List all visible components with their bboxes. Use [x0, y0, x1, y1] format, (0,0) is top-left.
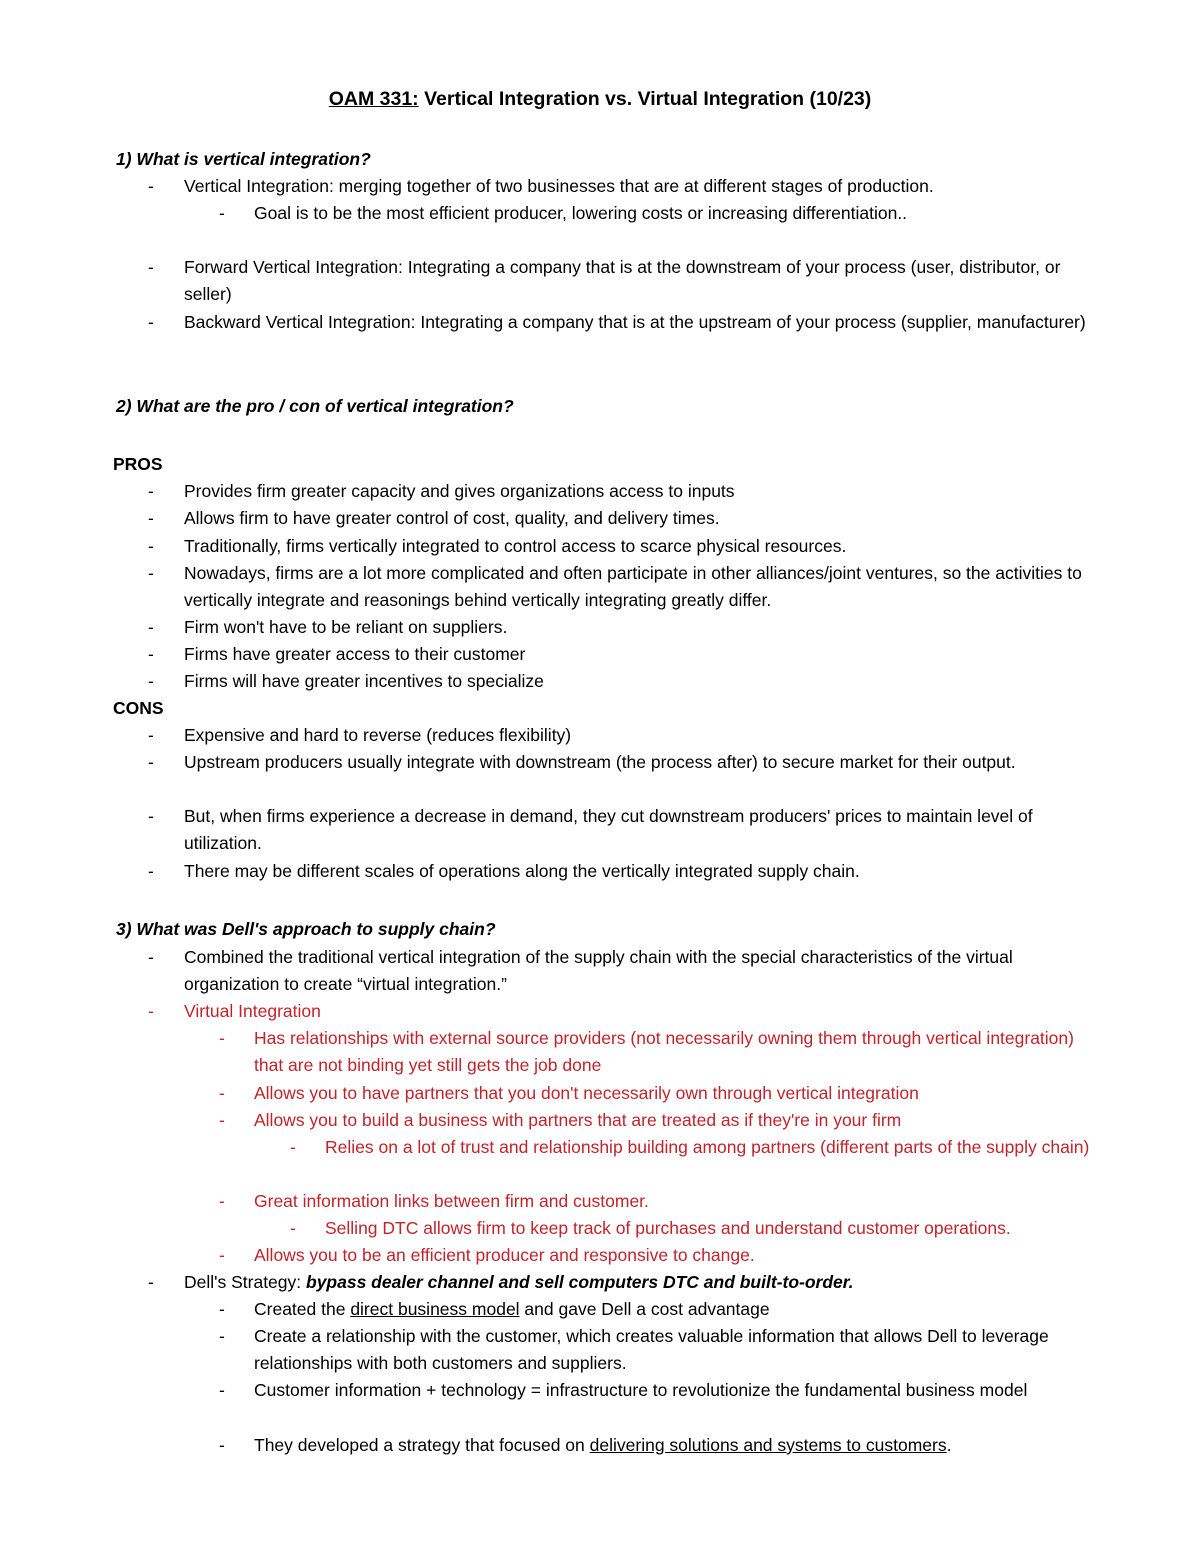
bullet-dash: -	[148, 725, 154, 745]
list-item-text: Expensive and hard to reverse (reduces flexibility)	[184, 725, 572, 745]
list-item-text: But, when firms experience a decrease in demand, they cut downstream producers' prices to maintain level of utilization.	[184, 806, 1033, 854]
bullet-dash: -	[148, 947, 154, 967]
list-item-text: Upstream producers usually integrate with downstream (the process after) to secure market for their output.	[184, 752, 1016, 772]
strategy-emphasis: bypass dealer channel and sell computers DTC and built-to-order.	[306, 1272, 854, 1292]
list-item-text	[254, 1296, 1094, 1323]
list-item-text: Backward Vertical Integration: Integrating a company that is at the upstream of your process (supplier, manufacturer)	[184, 312, 1086, 332]
text-run: .	[946, 1435, 952, 1455]
bullet-dash: -	[148, 617, 154, 637]
list-item-text: Selling DTC allows firm to keep track of purchases and understand customer operations.	[325, 1218, 1011, 1238]
bullet-dash: -	[219, 1245, 225, 1265]
text-run: They developed a strategy that focused on	[254, 1435, 590, 1455]
list-item-text: Relies on a lot of trust and relationship building among partners (different parts of the supply chain)	[325, 1137, 1090, 1157]
bullet-dash: -	[219, 1083, 225, 1103]
bullet-dash: -	[219, 1191, 225, 1211]
bullet-dash: -	[219, 1110, 225, 1130]
list-item-text: Nowadays, firms are a lot more complicated and often participate in other alliances/joint ventures, so the activities to vertically integrate and reasonings behind vertically integrating greatly differ.	[184, 563, 1082, 611]
question-1-heading: 1) What is vertical integration?	[116, 149, 371, 169]
list-item-text: Great information links between firm and customer.	[254, 1191, 649, 1211]
virtual-integration-label: Virtual Integration	[184, 1001, 321, 1021]
text-run: and gave Dell a cost advantage	[519, 1299, 770, 1319]
bullet-dash: -	[148, 752, 154, 772]
list-item-text: There may be different scales of operations along the vertically integrated supply chain.	[184, 861, 860, 881]
strategy-prefix: Dell's Strategy:	[184, 1272, 306, 1292]
pros-label: PROS	[113, 454, 163, 474]
list-item-text: Has relationships with external source providers (not necessarily owning them through vertical integration) that are not binding yet still gets the job done	[254, 1028, 1074, 1076]
list-item-text: Firms will have greater incentives to specialize	[184, 671, 544, 691]
list-item-text: Create a relationship with the customer, which creates valuable information that allows Dell to leverage relationships with both customers and suppliers.	[254, 1326, 1049, 1374]
bullet-dash: -	[219, 203, 225, 223]
bullet-dash: -	[148, 644, 154, 664]
dell-strategy	[184, 1269, 1094, 1296]
bullet-dash: -	[148, 563, 154, 583]
page-title	[0, 86, 1200, 113]
bullet-dash: -	[219, 1326, 225, 1346]
question-3-heading: 3) What was Dell's approach to supply chain?	[116, 919, 496, 939]
bullet-dash: -	[148, 861, 154, 881]
bullet-dash: -	[148, 257, 154, 277]
direct-business-model-underline: direct business model	[350, 1299, 520, 1319]
list-item-text	[254, 1432, 1094, 1459]
bullet-dash: -	[148, 806, 154, 826]
delivering-solutions-underline: delivering solutions and systems to customers	[589, 1435, 947, 1455]
list-item-text: Vertical Integration: merging together of two businesses that are at different stages of production.	[184, 176, 934, 196]
bullet-dash: -	[148, 176, 154, 196]
bullet-dash: -	[148, 671, 154, 691]
list-item-text: Firms have greater access to their customer	[184, 644, 526, 664]
title-text: Vertical Integration vs. Virtual Integration (10/23)	[418, 88, 872, 110]
list-item-text: Provides firm greater capacity and gives organizations access to inputs	[184, 481, 735, 501]
cons-label: CONS	[113, 698, 164, 718]
list-item-text: Customer information + technology = infrastructure to revolutionize the fundamental business model	[254, 1380, 1028, 1400]
list-item-text: Combined the traditional vertical integration of the supply chain with the special characteristics of the virtual organization to create “virtual integration.”	[184, 947, 1013, 995]
bullet-dash: -	[219, 1028, 225, 1048]
course-code: OAM 331:	[328, 88, 419, 110]
list-item-text: Forward Vertical Integration: Integrating a company that is at the downstream of your process (user, distributor, or seller)	[184, 257, 1061, 305]
question-2-heading: 2) What are the pro / con of vertical integration?	[116, 396, 514, 416]
text-run: Created the	[254, 1299, 351, 1319]
list-item-text: Allows you to have partners that you don't necessarily own through vertical integration	[254, 1083, 919, 1103]
bullet-dash: -	[219, 1299, 225, 1319]
bullet-dash: -	[219, 1435, 225, 1455]
bullet-dash: -	[290, 1218, 296, 1238]
bullet-dash: -	[290, 1137, 296, 1157]
list-item-text: Allows firm to have greater control of cost, quality, and delivery times.	[184, 508, 720, 528]
bullet-dash: -	[148, 536, 154, 556]
bullet-dash: -	[148, 481, 154, 501]
bullet-dash: -	[219, 1380, 225, 1400]
list-item-text: Allows you to build a business with partners that are treated as if they're in your firm	[254, 1110, 902, 1130]
bullet-dash: -	[148, 508, 154, 528]
list-item-text: Allows you to be an efficient producer and responsive to change.	[254, 1245, 755, 1265]
list-item-text: Firm won't have to be reliant on suppliers.	[184, 617, 508, 637]
bullet-dash: -	[148, 1001, 154, 1021]
bullet-dash: -	[148, 1272, 154, 1292]
list-item-text: Goal is to be the most efficient producer, lowering costs or increasing differentiation..	[254, 203, 908, 223]
bullet-dash: -	[148, 312, 154, 332]
list-item-text: Traditionally, firms vertically integrated to control access to scarce physical resources.	[184, 536, 847, 556]
